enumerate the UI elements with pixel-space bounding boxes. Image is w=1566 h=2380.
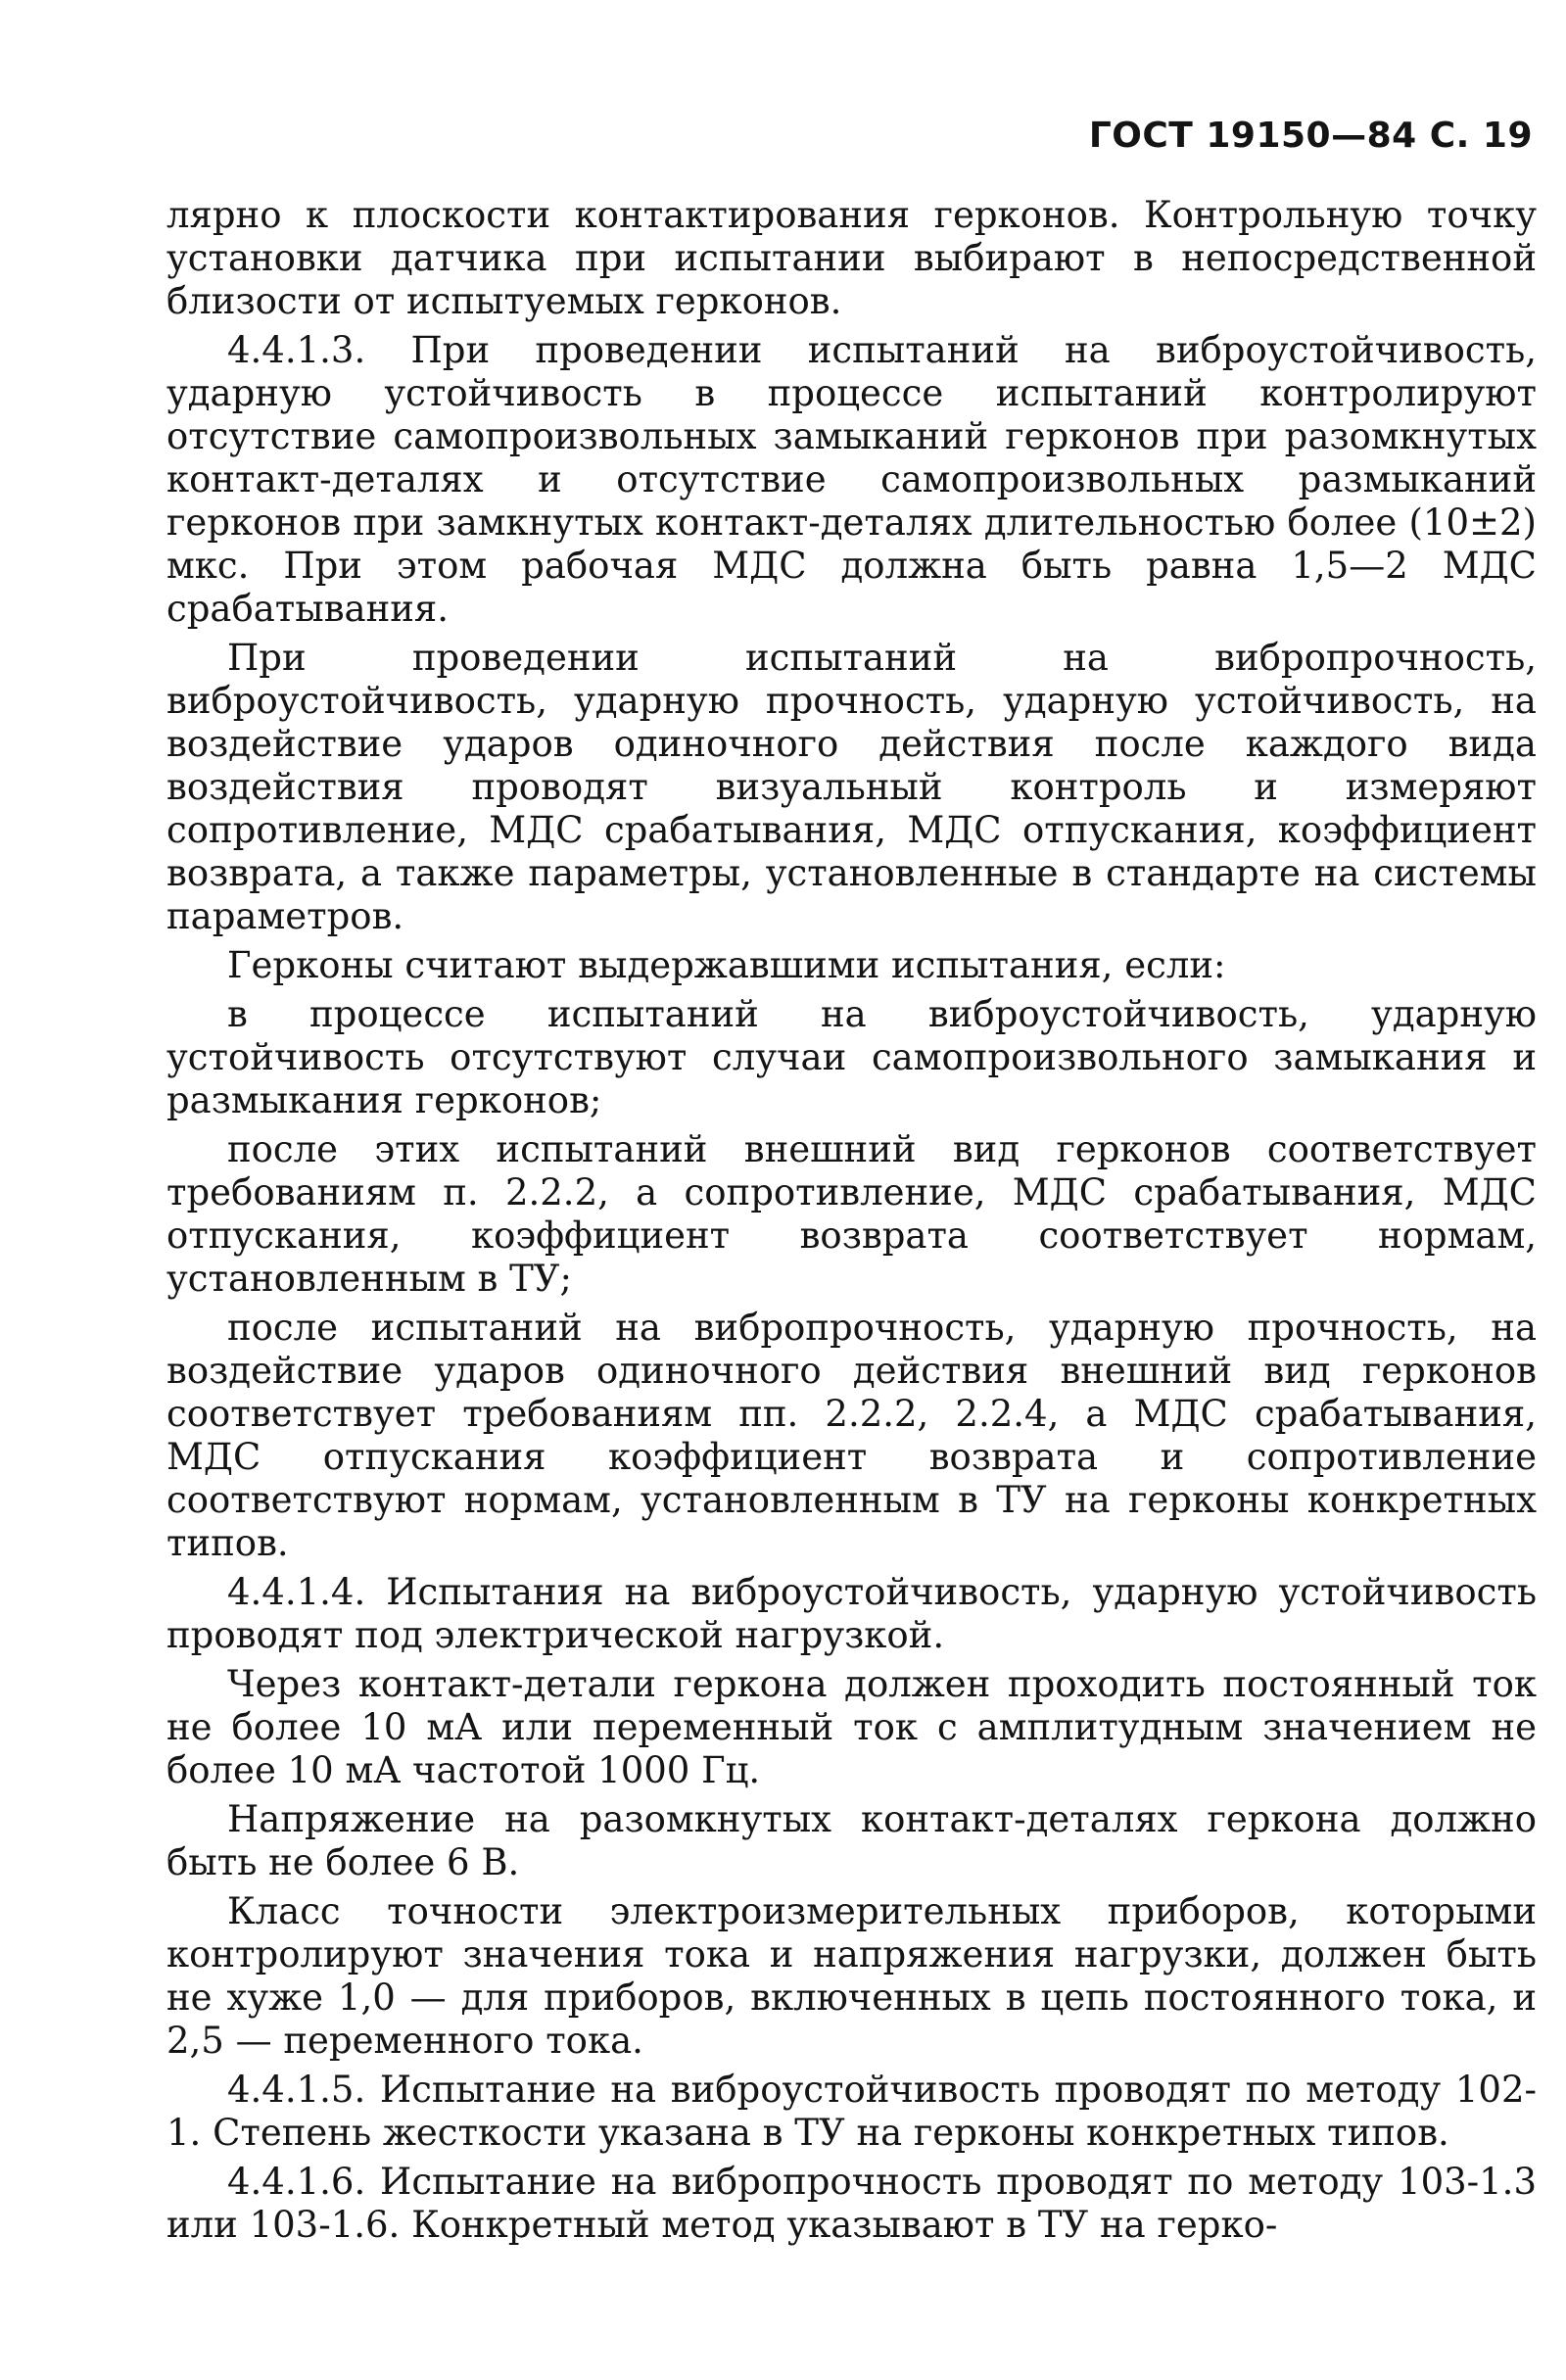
paragraph-4-4-1-5: 4.4.1.5. Испытание на виброустойчивость проводят по методу 102-1. Степень жесткости указана в ТУ на герконы конкретных типов. — [166, 2069, 1537, 2154]
paragraph: При проведении испытаний на вибропрочность, виброустойчивость, ударную прочность, ударную устойчивость, на воздействие ударов одиночного действия после каждого вида воздействия проводят визуальный контроль и измеряют сопротивление, МДС срабатывания, МДС отпускания, коэффициент возврата, а также параметры, установленные в стандарте на системы параметров. — [166, 637, 1537, 937]
paragraph: Герконы считают выдержавшими испытания, если: — [227, 944, 1226, 986]
paragraph-list-item: после испытаний на вибропрочность, ударную прочность, на воздействие ударов одиночного действия внешний вид герконов соответствует требованиям пп. 2.2.2, 2.2.4, а МДС срабатывания, МДС отпускания коэффициент возврата и сопротивление соответствуют нормам, установленным в ТУ на герконы конкретных типов. — [166, 1307, 1537, 1564]
paragraph-list-item: в процессе испытаний на виброустойчивость, ударную устойчивость отсутствуют случаи самопроизвольного замыкания и размыкания герконов; — [166, 993, 1537, 1121]
paragraph-list-item: после этих испытаний внешний вид герконов соответствует требованиям п. 2.2.2, а сопротивление, МДС срабатывания, МДС отпускания, коэффициент возврата соответствует нормам, установленным в ТУ; — [166, 1128, 1537, 1300]
page-number: С. 19 — [1429, 116, 1533, 156]
paragraph: Через контакт-детали геркона должен проходить постоянный ток не более 10 мА или переменный ток с амплитудным значением не более 10 мА частотой 1000 Гц. — [166, 1663, 1537, 1791]
text-body — [166, 194, 1537, 2253]
paragraph-continuation: лярно к плоскости контактирования герконов. Контрольную точку установки датчика при испытании выбирают в непосредственной близости от испытуемых герконов. — [166, 194, 1537, 322]
paragraph-4-4-1-4: 4.4.1.4. Испытания на виброустойчивость, ударную устойчивость проводят под электрической нагрузкой. — [166, 1571, 1537, 1656]
standard-number: ГОСТ 19150—84 — [1088, 116, 1417, 156]
paragraph-4-4-1-3: 4.4.1.3. При проведении испытаний на виброустойчивость, ударную устойчивость в процессе испытаний контролируют отсутствие самопроизвольных замыканий герконов при разомкнутых контакт-деталях и отсутствие самопроизвольных размыканий герконов при замкнутых контакт-деталях длительностью более (10±2) мкс. При этом рабочая МДС должна быть равна 1,5—2 МДС срабатывания. — [166, 329, 1537, 630]
running-header — [1089, 116, 1533, 156]
paragraph: Класс точности электроизмерительных приборов, которыми контролируют значения тока и напряжения нагрузки, должен быть не хуже 1,0 — для приборов, включенных в цепь постоянного тока, и 2,5 — переменного тока. — [166, 1890, 1537, 2062]
paragraph-4-4-1-6: 4.4.1.6. Испытание на вибропрочность проводят по методу 103-1.3 или 103-1.6. Конкретный метод указывают в ТУ на герко- — [166, 2161, 1537, 2246]
paragraph: Напряжение на разомкнутых контакт-деталях геркона должно быть не более 6 В. — [166, 1798, 1537, 1883]
